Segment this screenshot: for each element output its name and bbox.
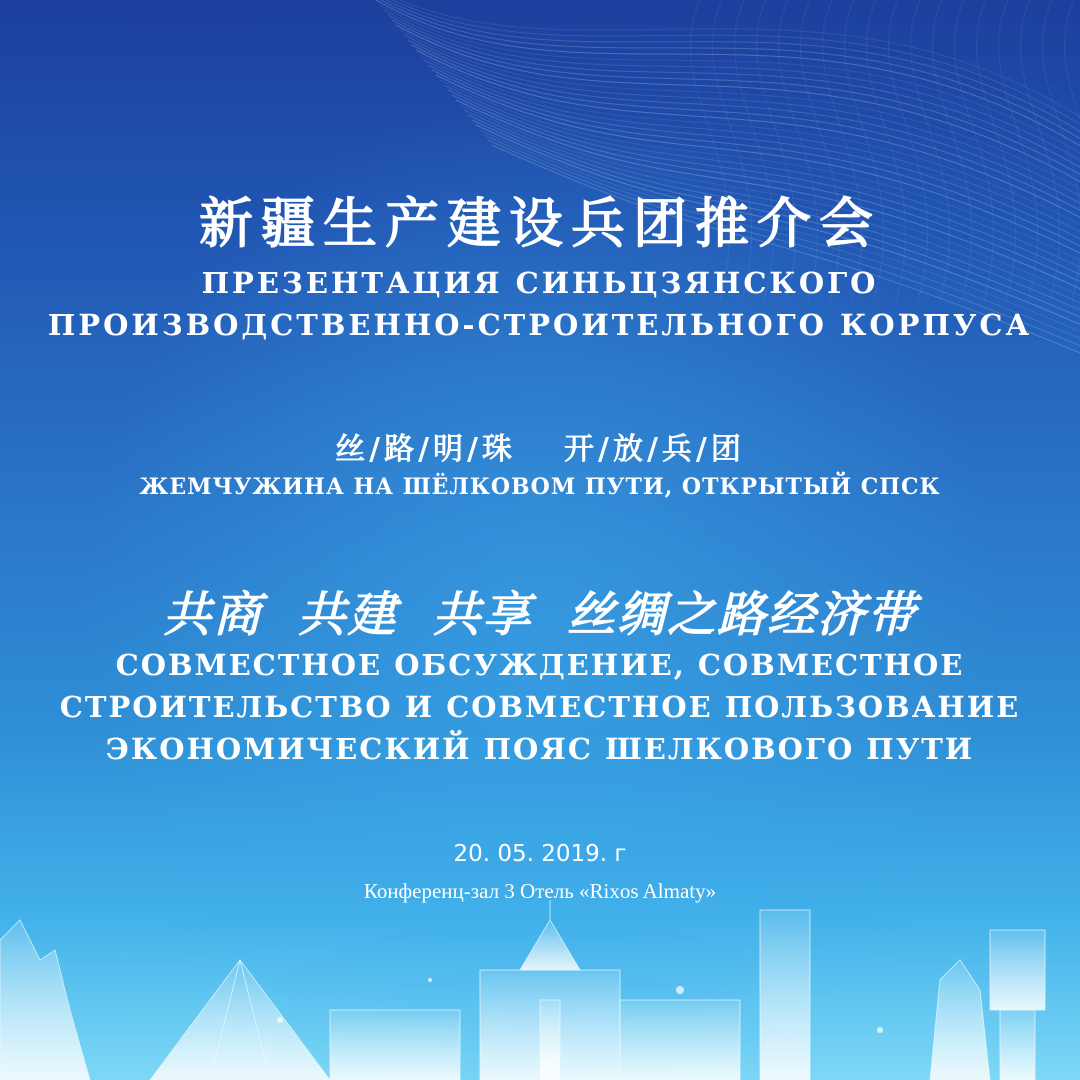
russian-slogan: ЖЕМЧУЖИНА НА ШЁЛКОВОМ ПУТИ, ОТКРЫТЫЙ СПСК: [139, 474, 941, 500]
chinese-calligraphy-slogan: [0, 582, 1080, 648]
chinese-title: 新疆生产建设兵团推介会: [199, 192, 881, 255]
russian-title-line-1: ПРЕЗЕНТАЦИЯ СИНЬЦЗЯНСКОГО: [201, 266, 879, 300]
russian-belt-line-2: СТРОИТЕЛЬСТВО И СОВМЕСТНОЕ ПОЛЬЗОВАНИЕ: [59, 690, 1021, 724]
chinese-slogan: [0, 428, 1080, 472]
event-venue: Конференц-зал 3 Отель «Rixos Almaty»: [363, 879, 717, 903]
event-date: 20. 05. 2019. г: [453, 841, 627, 867]
russian-belt-line-1: СОВМЕСТНОЕ ОБСУЖДЕНИЕ, СОВМЕСТНОЕ: [115, 648, 965, 682]
chinese-slogan-part-2: 开/放/兵/团: [564, 432, 745, 467]
calligraphy-word-2: 共建: [297, 587, 398, 643]
city-skyline-illustration: [0, 900, 1080, 1080]
russian-title: [0, 262, 1080, 346]
russian-belt-text: [0, 644, 1080, 770]
russian-belt-line-3: ЭКОНОМИЧЕСКИЙ ПОЯС ШЕЛКОВОГО ПУТИ: [105, 732, 975, 766]
calligraphy-word-1: 共商: [162, 587, 263, 643]
chinese-slogan-part-1: 丝/路/明/珠: [335, 432, 516, 467]
russian-title-line-2: ПРОИЗВОДСТВЕННО-СТРОИТЕЛЬНОГО КОРПУСА: [47, 308, 1033, 342]
calligraphy-word-4: 丝绸之路经济带: [567, 587, 918, 643]
calligraphy-word-3: 共享: [432, 587, 533, 643]
